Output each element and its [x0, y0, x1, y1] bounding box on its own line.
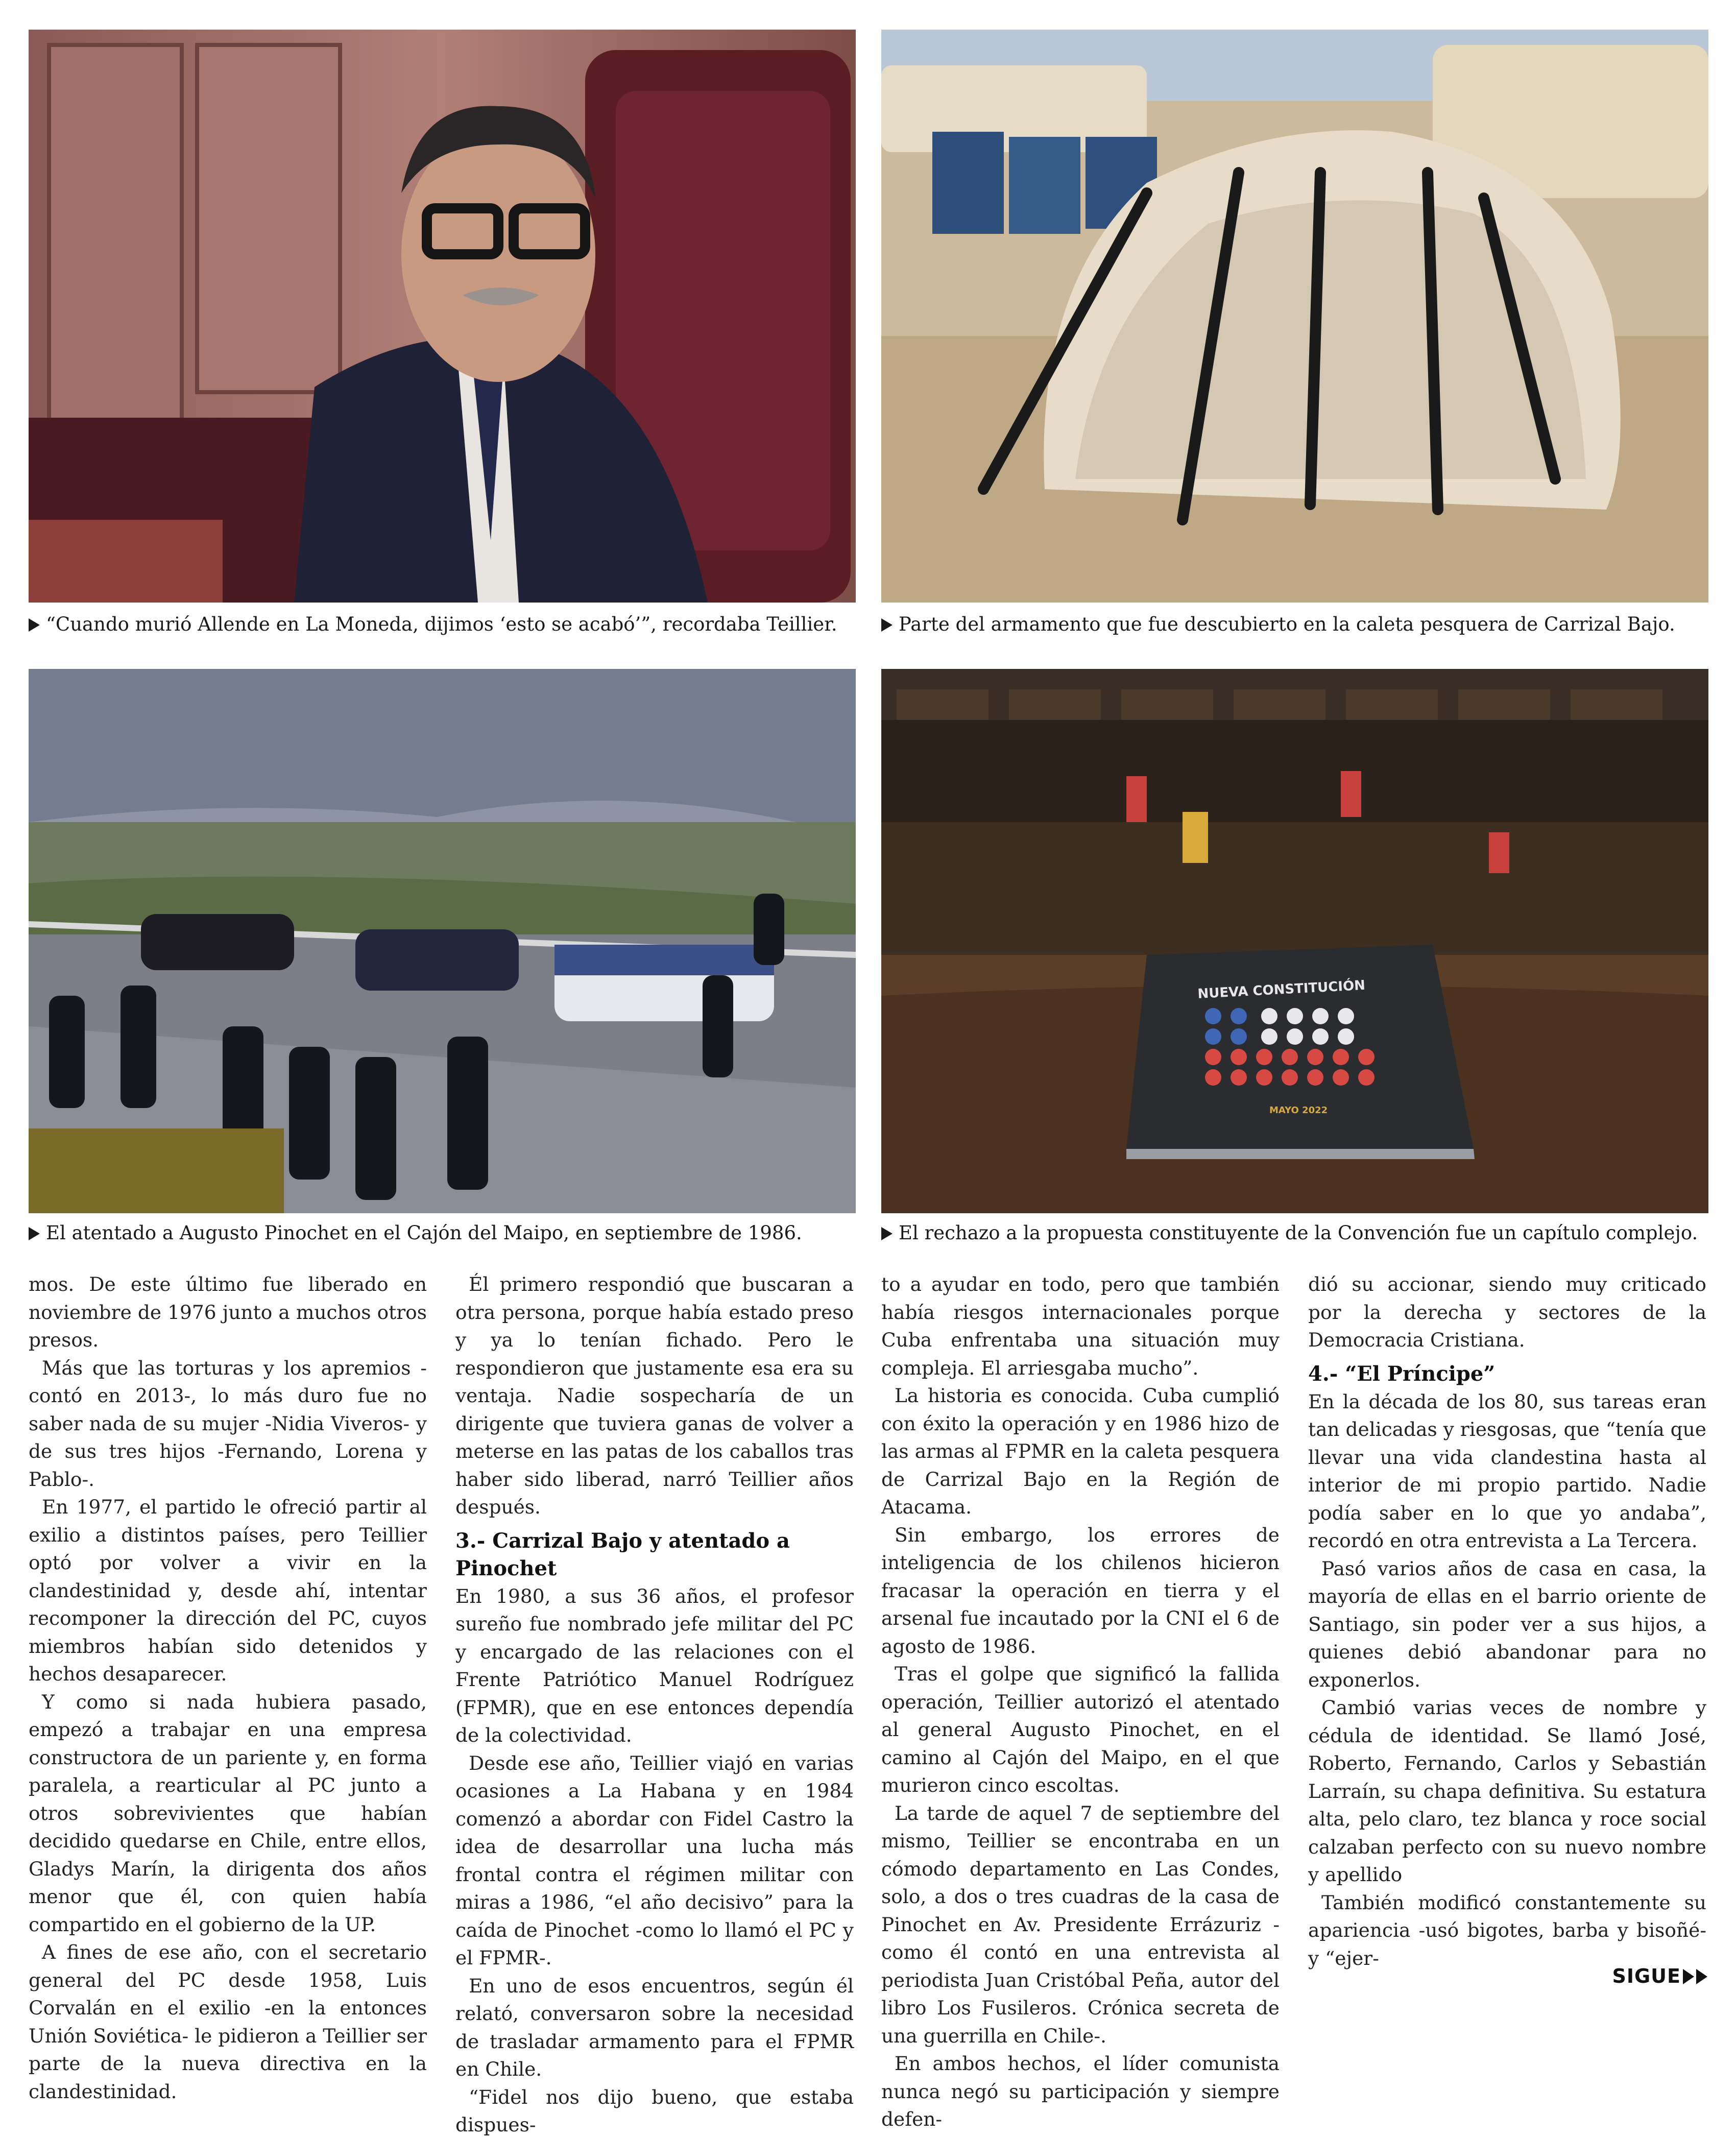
- paragraph: La tarde de aquel 7 de septiembre del mismo, Teillier se encontraba en un cómodo departamento en Las Condes, solo, a dos o tres cuadras de la casa de Pinochet en Av. Presidente Errázuriz -como él contó en una entrevista al periodista Juan Cristóbal Peña, autor del libro Los Fusileros. Crónica secreta de una guerrilla en Chile-.: [881, 1801, 1280, 2047]
- paragraph: En uno de esos encuentros, según él relató, conversaron sobre la necesidad de trasladar armamento para el FPMR en Chile.: [455, 1974, 854, 2080]
- allende-portrait-photo: [29, 30, 856, 603]
- paragraph: Cambió varias veces de nombre y cédula de identidad. Se llamó José, Roberto, Fernando, Carlos y Sebastián Larraín, su chapa definitiva. Su estatura alta, pelo claro, tez blanca y roce social calzaban perfecto con su nuevo nombre y apellido: [1308, 1696, 1706, 1886]
- caption-arrow-icon: [29, 618, 40, 632]
- caption-atentado: [29, 1221, 802, 1245]
- caption-text: “Cuando murió Allende en La Moneda, dijimos ‘esto se acabó’”, recordaba Teillier.: [46, 613, 837, 635]
- paragraph: Pasó varios años de casa en casa, la mayoría de ellas en el barrio oriente de Santiago, sin poder ver a sus hijos, a quienes debió abandonar para no exponerlos.: [1308, 1557, 1706, 1691]
- paragraph: to a ayudar en todo, pero que también había riesgos internacionales porque Cuba enfrentaba una situación muy compleja. El arriesgaba mucho”.: [881, 1273, 1280, 1379]
- play-arrow-icon: [1696, 1969, 1707, 1984]
- paragraph: La historia es conocida. Cuba cumplió con éxito la operación y en 1986 hizo de las armas al FPMR en la caleta pesquera de Carrizal Bajo en la Región de Atacama.: [881, 1384, 1280, 1518]
- caption-arrow-icon: [881, 1227, 893, 1240]
- caption-rechazo: [881, 1221, 1698, 1245]
- caption-arrow-icon: [29, 1227, 40, 1240]
- caption-armamento: [881, 613, 1675, 636]
- paragraph: Tras el golpe que significó la fallida operación, Teillier autorizó el atentado al general Augusto Pinochet, en el camino al Cajón del Maipo, en el que murieron cinco escoltas.: [881, 1663, 1280, 1796]
- caption-text: El atentado a Augusto Pinochet en el Cajón del Maipo, en septiembre de 1986.: [46, 1222, 802, 1244]
- weapons-cache-photo: [881, 30, 1708, 603]
- attack-scene-photo: [29, 669, 856, 1213]
- article-column-2: [455, 1270, 854, 2139]
- book-title: NUEVA CONSTITUCIÓN: [1197, 977, 1366, 1002]
- paragraph: En la década de los 80, sus tareas eran tan delicadas y riesgosas, que “tenía que llevar una vida clandestina hasta al interior de mi propio partido. Nadie podía saber en lo que yo andaba”, recordó en otra entrevista a La Tercera.: [1308, 1390, 1706, 1552]
- section-heading: 3.- Carrizal Bajo y atentado a Pinochet: [455, 1528, 790, 1580]
- paragraph: También modificó constantemente su apariencia -usó bigotes, barba y bisoñé- y “ejer-: [1308, 1891, 1706, 1969]
- paragraph: dió su accionar, siendo muy criticado por la derecha y sectores de la Democracia Cristiana.: [1308, 1273, 1706, 1351]
- caption-arrow-icon: [881, 618, 893, 632]
- constitution-book-photo: [881, 669, 1708, 1213]
- article-column-1: [29, 1270, 427, 2105]
- paragraph: Él primero respondió que buscaran a otra persona, porque había estado preso y ya lo tenían fichado. Pero le respondieron que justamente esa era su ventaja. Nadie sospecharía de un dirigente que tuviera ganas de volver a meterse en las patas de los caballos tras haber sido liberad, narró Teillier años después.: [455, 1273, 854, 1518]
- paragraph: Sin embargo, los errores de inteligencia de los chilenos hicieron fracasar la operación en tierra y el arsenal fue incautado por la CNI el 6 de agosto de 1986.: [881, 1523, 1280, 1657]
- paragraph: En ambos hechos, el líder comunista nunca negó su participación y siempre defen-: [881, 2052, 1280, 2130]
- paragraph: Más que las torturas y los apremios -contó en 2013-, lo más duro fue no saber nada de su mujer -Nidia Viveros- y de sus tres hijos -Fernando, Lorena y Pablo-.: [29, 1356, 427, 1491]
- section-heading: 4.- “El Príncipe”: [1308, 1361, 1496, 1386]
- continue-label: SIGUE: [1612, 1965, 1681, 1987]
- play-arrow-icon: [1683, 1969, 1694, 1984]
- caption-text: Parte del armamento que fue descubierto en la caleta pesquera de Carrizal Bajo.: [899, 613, 1675, 635]
- paragraph: En 1977, el partido le ofreció partir al exilio a distintos países, pero Teillier optó por volver a vivir en la clandestinidad y, desde ahí, intentar recomponer la dirección del PC, cuyos miembros habían sido detenidos y hechos desaparecer.: [29, 1496, 427, 1685]
- paragraph: mos. De este último fue liberado en noviembre de 1976 junto a muchos otros presos.: [29, 1273, 427, 1351]
- caption-allende: [29, 613, 837, 636]
- paragraph: A fines de ese año, con el secretario general del PC desde 1958, Luis Corvalán en el exilio -en la entonces Unión Soviética- le pidieron a Teillier ser parte de la nueva directiva en la clandestinidad.: [29, 1941, 427, 2103]
- article-column-3: [881, 1270, 1280, 2133]
- paragraph: En 1980, a sus 36 años, el profesor sureño fue nombrado jefe militar del PC y encargado de las relaciones con el Frente Patriótico Manuel Rodríguez (FPMR), que en ese entonces dependía de la colectividad.: [455, 1584, 854, 1746]
- continue-indicator: [1612, 1965, 1707, 1987]
- caption-text: El rechazo a la propuesta constituyente de la Convención fue un capítulo complejo.: [899, 1222, 1698, 1244]
- paragraph: “Fidel nos dijo bueno, que estaba dispues-: [455, 2085, 854, 2136]
- book-date: MAYO 2022: [1269, 1105, 1328, 1116]
- article-column-4: [1308, 1270, 1706, 1972]
- paragraph: Desde ese año, Teillier viajó en varias ocasiones a La Habana y en 1984 comenzó a abordar con Fidel Castro la idea de desarrollar una lucha más frontal contra el régimen militar con miras a 1986, “el año decisivo” para la caída de Pinochet -como lo llamó el PC y el FPMR-.: [455, 1751, 854, 1969]
- paragraph: Y como si nada hubiera pasado, empezó a trabajar en una empresa constructora de un pariente y, en forma paralela, a rearticular al PC junto a otros sobrevivientes que habían decidido quedarse en Chile, entre ellos, Gladys Marín, la dirigenta dos años menor que él, con quien había compartido en el gobierno de la UP.: [29, 1690, 427, 1936]
